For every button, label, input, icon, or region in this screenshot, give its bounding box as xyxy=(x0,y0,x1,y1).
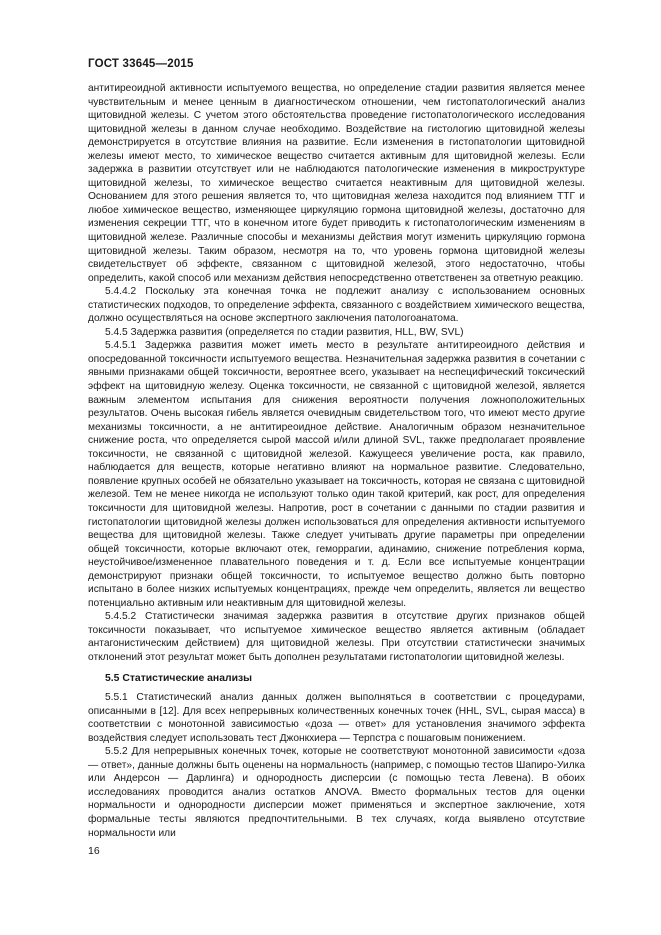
document-header: ГОСТ 33645—2015 xyxy=(88,58,194,70)
page-number: 16 xyxy=(88,845,100,857)
paragraph-5-5-2: 5.5.2 Для непрерывных конечных точек, которые не соответствуют монотонной зависимости «доза — ответ», данные должны быть оценены на нормальность (например, с помощью тестов Шапиро-Уилка или Андерсон — Дарлинга) и однородность дисперсии (с помощью теста Левена). В обоих исследованиях проводится анализ остатков ANOVA. Вместо формальных тестов для оценки нормальности и однородности дисперсии может применяться и экспертное заключение, хотя формальные тесты являются предпочтительными. В тех случаях, когда выявлено отсутствие нормальности или xyxy=(88,746,585,839)
paragraph-continuation: антитиреоидной активности испытуемого вещества, но определение стадии развития является менее чувствительным и менее ценным в диагностическом отношении, чем гистопатологический анализ щитовидной железы. С учетом этого обстоятельства проведение гистопатологического исследования щитовидной железы в данном случае необходимо. Воздействие на гистологию щитовидной железы демонстрируется в отсутствие влияния на развитие. Если изменения в гистопатологии щитовидной железы имеют место, то химическое вещество считается активным для щитовидной железы. Если задержка в развитии отсутствует или не наблюдаются патологические изменения в микроструктуре щитовидной железы, то химическое вещество считается неактивным для щитовидной железы. Основанием для этого решения является то, что щитовидная железа находится под влиянием ТТГ и любое химическое вещество, изменяющее циркуляцию гормона щитовидной железы, достаточно для изменения секреции ТТГ, что в конечном итоге будет приводить к гистопатологическим изменениям в щитовидной железе. Различные способы и механизмы действия могут изменить циркуляцию гормона щитовидной железы. Таким образом, несмотря на то, что уровень гормона щитовидной железы свидетельствует об эффекте, связанном с щитовидной железой, этого недостаточно, чтобы определить, какой способ или механизм действия непосредственно ответственен за ответную реакцию. xyxy=(88,83,585,284)
paragraph-5-5-1: 5.5.1 Статистический анализ данных должен выполняться в соответствии с процедурами, описанными в [12]. Для всех непрерывных количественных конечных точек (HHL, SVL, сырая масса) в соответствии с монотонной зависимостью «доза — ответ» для установления значимого эффекта воздействия следует использовать тест Джонкхиера — Терпстра с пошаговым понижением. xyxy=(88,692,585,744)
section-heading-5-5: 5.5 Статистические анализы xyxy=(105,672,253,684)
paragraph-5-4-5-2: 5.4.5.2 Статистически значимая задержка развития в отсутствие других признаков общей токсичности показывает, что испытуемое химическое вещество является активным (обладает антагонистическим действием) для щитовидной железы. При отсутствии статистически значимых отклонений этот результат может быть дополнен результатами гистопатологии щитовидной железы. xyxy=(88,611,585,663)
paragraph-5-4-5: 5.4.5 Задержка развития (определяется по стадии развития, HLL, BW, SVL) xyxy=(105,326,464,338)
document-body xyxy=(88,82,585,840)
paragraph-5-4-4-2: 5.4.4.2 Поскольку эта конечная точка не подлежит анализу с использованием основных статистических подходов, то определение эффекта, связанного с воздействием химического вещества, должно осуществляться на основе экспертного заключения патологоанатома. xyxy=(88,286,585,325)
paragraph-5-4-5-1: 5.4.5.1 Задержка развития может иметь место в результате антитиреоидного действия и опосредованной токсичности испытуемого вещества. Незначительная задержка развития в сочетании с явными признаками общей токсичности, вероятнее всего, указывает на неспецифический токсический эффект на щитовидную железу. Оценка токсичности, не связанной с щитовидной железой, является важным элементом испытания для снижения вероятности получения ложноположительных результатов. Очень высокая гибель является очевидным свидетельством того, что имеют место другие механизмы токсичности, а не антитиреоидное действие. Аналогичным образом незначительное снижение роста, что определяется сырой массой и/или длиной SVL, также предполагает проявление токсичности, не связанной с щитовидной железой. Кажущееся увеличение роста, как правило, наблюдается для веществ, которые негативно влияют на нормальное развитие. Следовательно, появление крупных особей не обязательно указывает на токсичность, которая не связана с щитовидной железой. Тем не менее никогда не используют только один такой критерий, как рост, для определения токсичности для щитовидной железы. Напротив, рост в сочетании с данными по стадии развития и гистопатологии щитовидной железы должен использоваться для определения активности испытуемого вещества для щитовидной железы. Также следует учитывать другие параметры при определении общей токсичности, которые включают отек, геморрагии, адинамию, снижение потребления корма, неустойчивое/измененное плавательного поведения и т. д. Если все испытуемые концентрации демонстрируют признаки общей токсичности, то испытуемое вещество должно быть повторно испытано в более низких испытуемых концентрациях, прежде чем определить, является ли вещество потенциально активным или неактивным для щитовидной железы. xyxy=(88,340,585,609)
